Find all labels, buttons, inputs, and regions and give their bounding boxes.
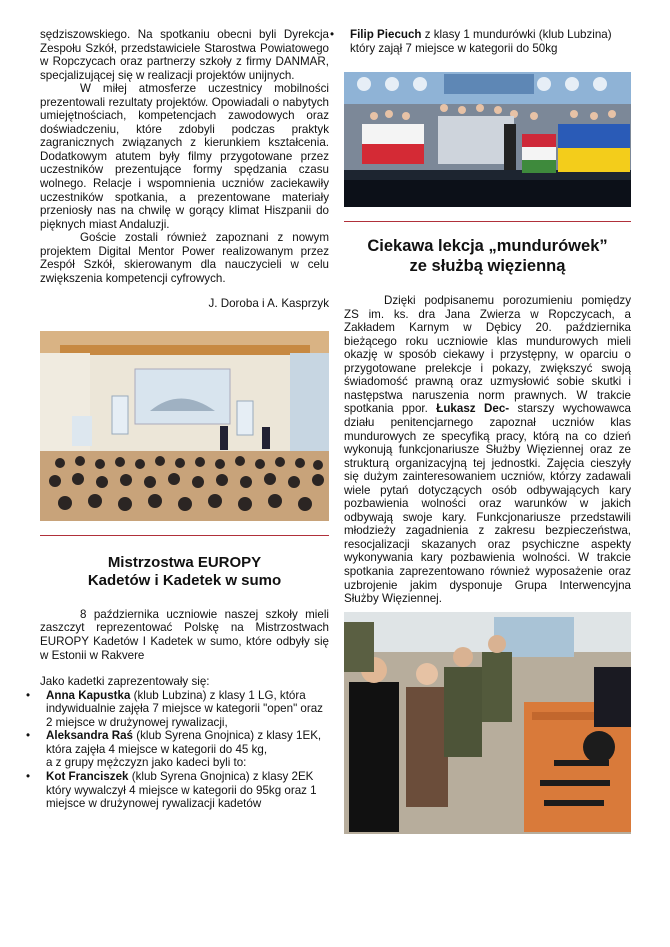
right-column xyxy=(344,28,631,834)
list-item: • Filip Piecuch z klasy 1 mundurówki (klub Lubzina) który zajął 7 miejsce w kategorii do 50kg xyxy=(344,28,631,55)
article-title-line-2: ze służbą więzienną xyxy=(409,257,566,276)
sumo-paragraph-1: 8 października uczniowie naszej szkoły mieli zaszczyt reprezentować Polskę na Mistrzostwach EUROPY Kadetów I Kadetek w sumo, które odbyły się w Estonii w Rakvere xyxy=(40,607,329,662)
list-item: • Kot Franciszek (klub Syrena Gnojnica) z klasy 2EK który wywalczył 4 miejsce w kategorii do 95kg oraz 1 miejsce w drużynowej rywalizacji kadetów xyxy=(40,770,329,811)
section-divider xyxy=(40,535,329,536)
intro-paragraph-1: sędziszowskiego. Na spotkaniu obecni byli Dyrekcja Zespołu Szkół, przedstawiciele Starostwa Powiatowego w Ropczycach oraz partnerzy szkoły z firmy DANMAR, specjalizującej się w realizacji projektów unijnych. xyxy=(40,28,329,82)
article-body: Dzięki podpisanemu porozumieniu pomiędzy ZS im. ks. dra Jana Zwierza w Ropczycach, a Zakładem Karnym w Dębicy 20. października bieżącego roku uczniowie klas mundurowych mieli okazję w sposób ciekawy i przystępny, w oparciu o przygotowane prelekcje i pokazy, zwiększyć swoją świadomość prawną oraz uzmysłowić sobie skutki i następstwa naruszenia norm prawnych. W trakcie spotkania ppor. Łukasz Dec- starszy wychowawca działu penitencjarnego zapoznał uczniów klas mundurowych ze specyfiką pracy, którą na co dzień wykonują funkcjonariusze Służby Więziennej oraz ze strukturą organizacyjną tej jednostki. Zajęcia cieszyły się dużym zainteresowaniem uczniów, którzy zadawali wiele pytań dotyczących osób odbywających kary pozbawienia wolności oraz warunków w jakich odbywają swoje kary. Funkcjonariusze przedstawili młodzieży zagadnienia z zakresu bezpieczeństwa, resocjalizacji skazanych oraz psychiczne aspekty wykonywania kary pozbawienia wolności. W trakcie spotkania zaprezentowano również wyposażenie oraz uzbrojenie jakim dysponuje Grupa Interwencyjna Służby Więziennej. xyxy=(344,294,631,606)
prison-service-photo xyxy=(344,612,631,834)
intro-paragraph-2: W miłej atmosferze uczestnicy mobilności prezentowali rezultaty projektów. Opowiadali o nabytych umiejętnościach, kompetencjach zawodowych oraz doświadczeniu, które zdobyli podczas praktyk zagranicznych związanych z kierunkiem kształcenia. Dodatkowym atutem były filmy przygotowane przez uczestników prezentujące formy spędzania czasu wolnego. Relacje i wspomnienia uczniów zaciekawiły uczestników spotkania, a prezentowane materiały przeniosły nas na chwilę w gorący klimat Hiszpanii do pięknych miast Andaluzji. xyxy=(40,82,329,231)
list-item: • Anna Kapustka (klub Lubzina) z klasy 1 LG, która indywidualnie zajęła 7 miejsce w kategorii "open" oraz 2 miejsce w drużynowej rywalizacji, xyxy=(40,689,329,730)
sumo-paragraph-2: Jako kadetki zaprezentowały się: xyxy=(40,675,210,689)
sumo-title-line-2: Kadetów i Kadetek w sumo xyxy=(87,571,282,589)
section-divider xyxy=(344,221,631,222)
male-athletes-list xyxy=(40,770,329,811)
left-column xyxy=(40,28,329,811)
sumo-title xyxy=(40,554,329,590)
article-title xyxy=(344,236,631,276)
podium-photo xyxy=(344,72,631,207)
female-athletes-list xyxy=(40,689,329,757)
continued-athletes-list xyxy=(344,28,631,55)
sumo-title-line-1: Mistrzostwa EUROPY xyxy=(107,553,262,571)
article-title-line-1: Ciekawa lekcja „mundurówek” xyxy=(367,237,608,256)
conference-photo xyxy=(40,331,329,521)
men-intro: a z grupy mężczyzn jako kadeci byli to: xyxy=(46,756,247,770)
list-item: • Aleksandra Raś (klub Syrena Gnojnica) z klasy 1EK, która zajęła 4 miejsce w kategorii do 45 kg, xyxy=(40,729,329,756)
signature: J. Doroba i A. Kasprzyk xyxy=(208,297,329,311)
intro-paragraph-3: Goście zostali również zapoznani z nowym projektem Digital Mentor Power realizowanym przez Zespół Szkół, skierowanym dla nauczycieli w celu zwiększenia kompetencji cyfrowych. xyxy=(40,231,329,285)
